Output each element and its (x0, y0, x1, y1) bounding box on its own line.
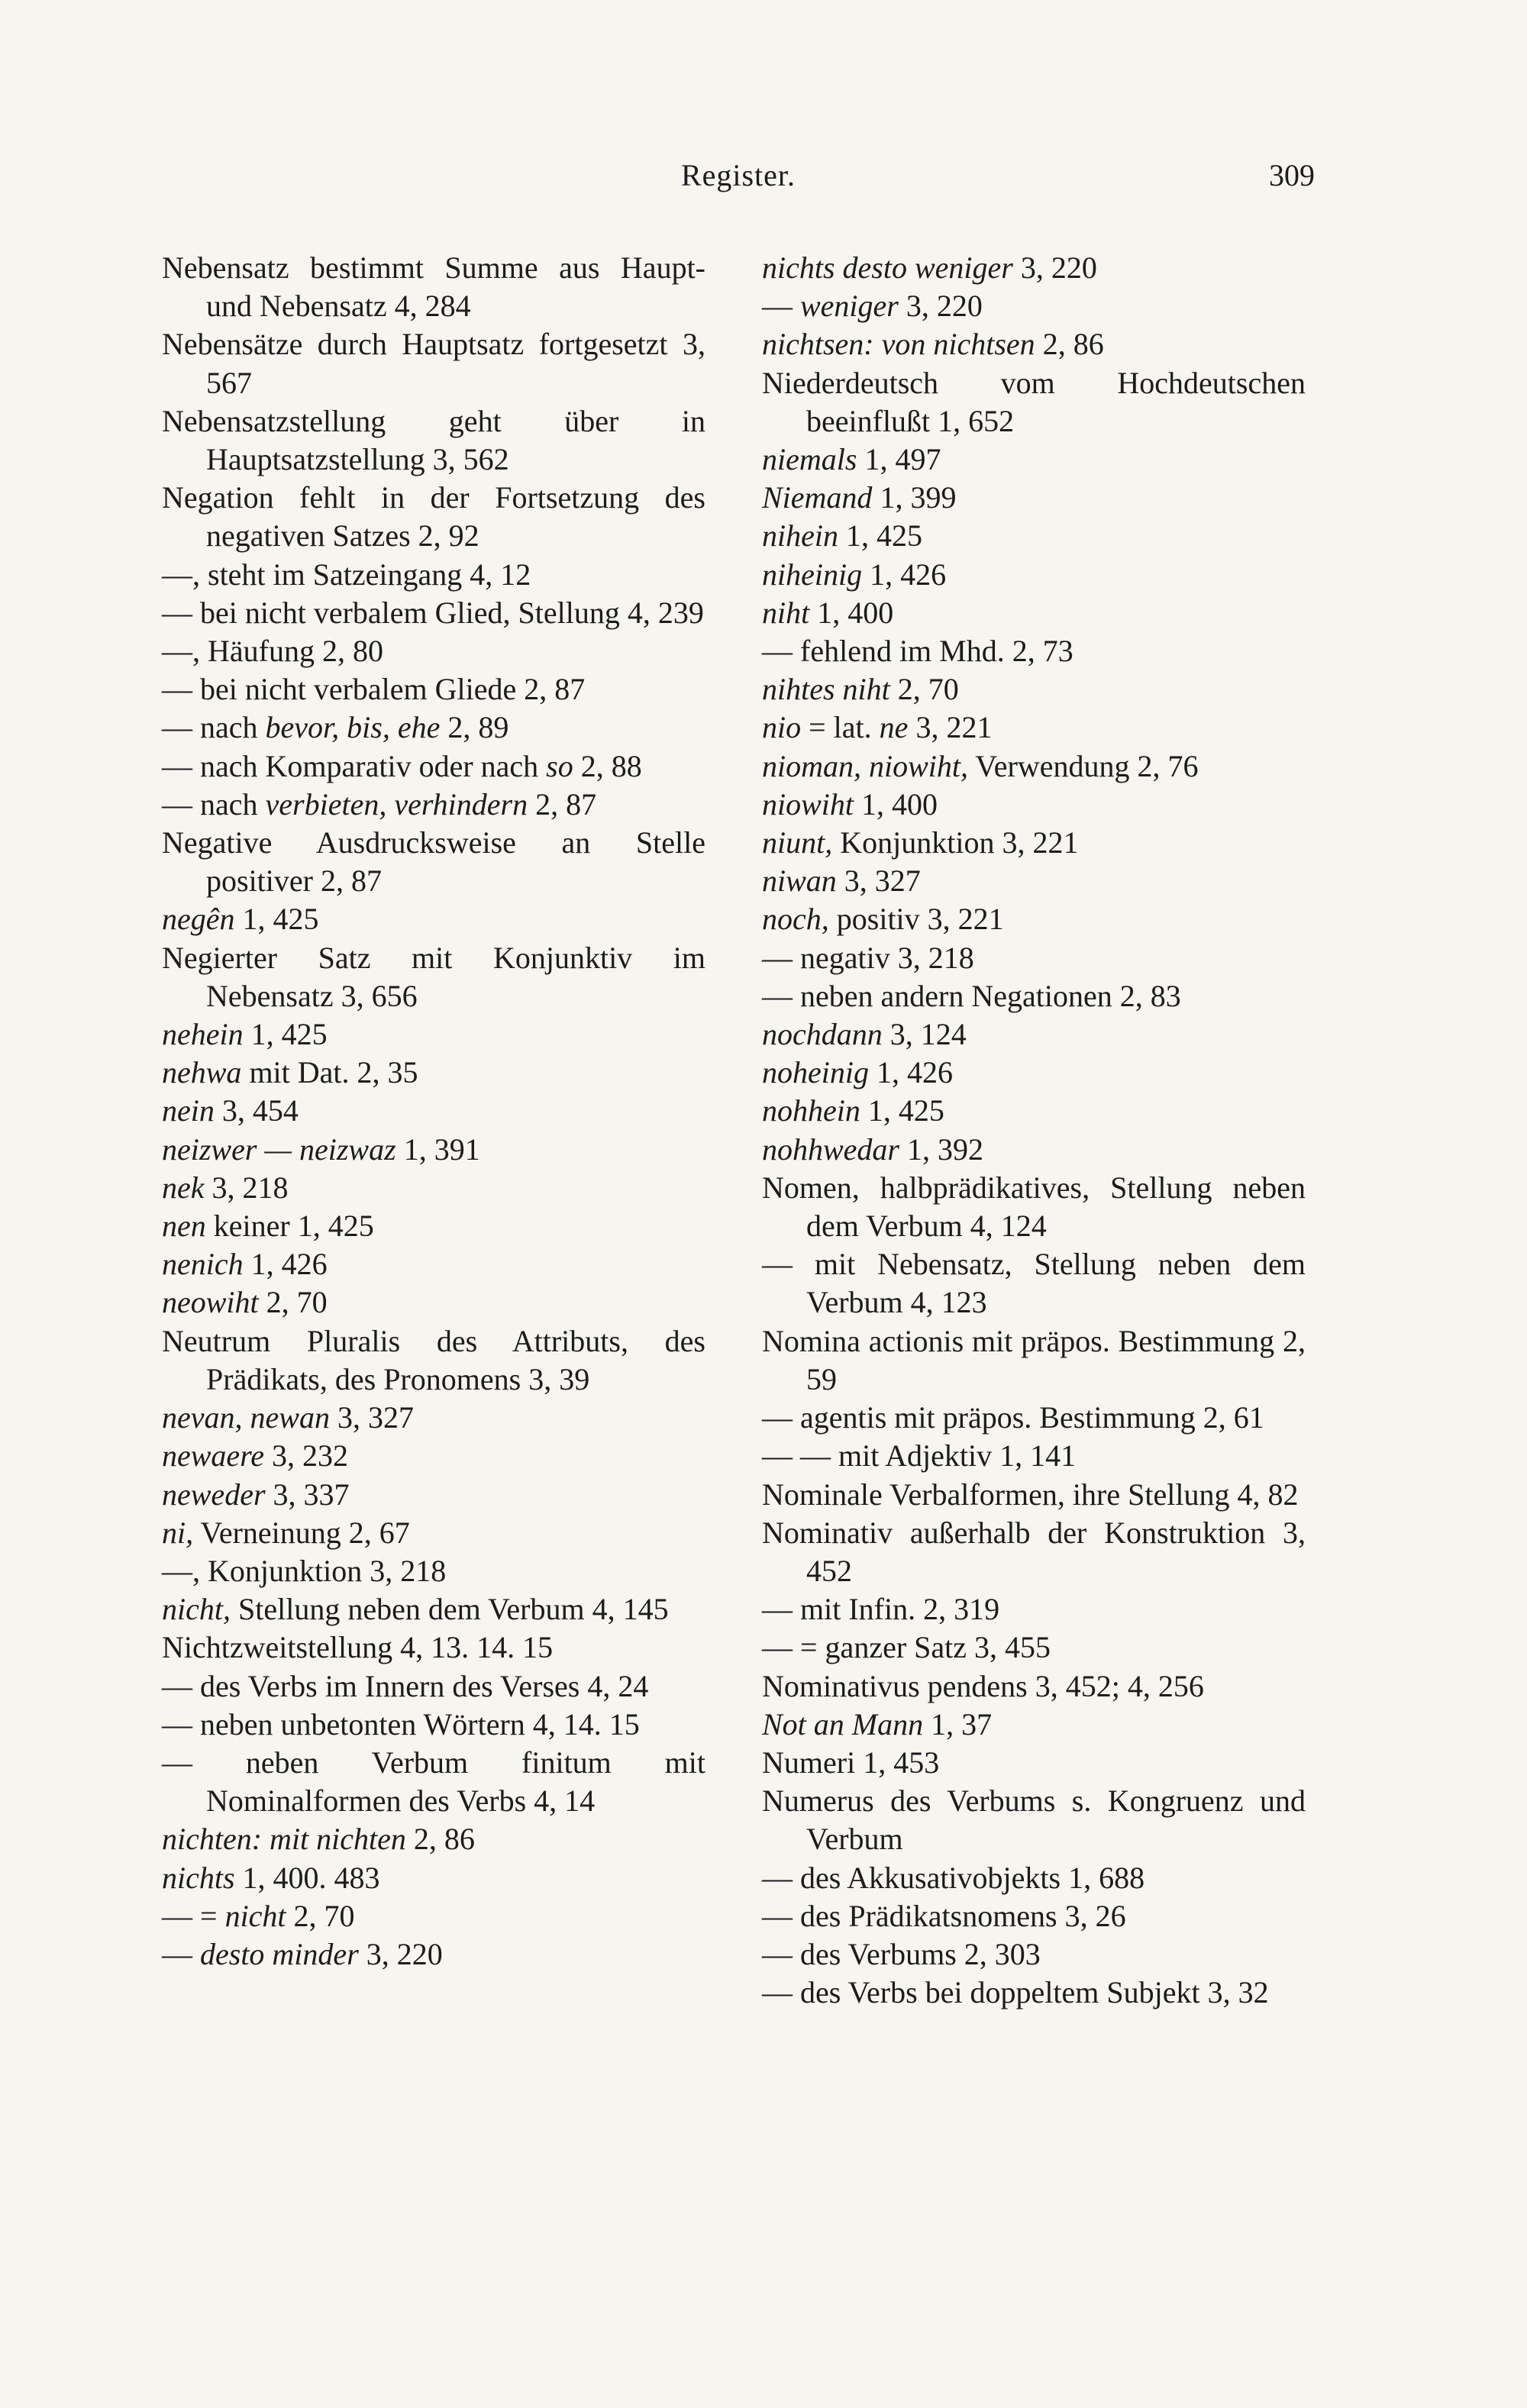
index-entry: — des Verbs bei doppeltem Subjekt 3, 32 (762, 1975, 1269, 2010)
index-entry: noheinig 1, 426 (762, 1055, 953, 1090)
index-entry: — nach bevor, bis, ehe 2, 89 (162, 710, 509, 745)
page-header (162, 157, 1315, 203)
index-entry: nichten: mit nichten 2, 86 (162, 1822, 475, 1857)
index-entry: Nomen, halbprädikatives, Stellung neben dem Verbum 4, 124 (762, 1170, 1306, 1244)
index-entry: nio = lat. ne 3, 221 (762, 710, 993, 745)
index-entry: Not an Mann 1, 37 (762, 1706, 993, 1741)
index-entry: neizwer — neizwaz 1, 391 (162, 1131, 480, 1167)
index-entry: —, steht im Satzeingang 4, 12 (162, 557, 531, 592)
index-entry: nichtsen: von nichtsen 2, 86 (762, 327, 1104, 362)
index-entry: — mit Infin. 2, 319 (762, 1592, 1000, 1627)
index-entry: Nomina actionis mit präpos. Bestimmung 2, 59 (762, 1323, 1306, 1396)
index-entry: — = nicht 2, 70 (162, 1898, 355, 1933)
index-entry: niunt, Konjunktion 3, 221 (762, 825, 1079, 860)
index-entry: ni, Verneinung 2, 67 (162, 1515, 410, 1550)
index-entry: — des Verbums 2, 303 (762, 1936, 1041, 1971)
index-entry: Niederdeutsch vom Hochdeutschen beeinflußt 1, 652 (762, 365, 1306, 438)
index-entry: — = ganzer Satz 3, 455 (762, 1630, 1051, 1665)
index-entry: — neben unbetonten Wörtern 4, 14. 15 (162, 1706, 640, 1741)
index-entry: niowiht 1, 400 (762, 786, 938, 821)
index-entry: — desto minder 3, 220 (162, 1936, 443, 1971)
index-entry: — bei nicht verbalem Glied, Stellung 4, 239 (162, 595, 704, 630)
index-column-left (162, 249, 705, 1974)
index-entry: — des Prädikatsnomens 3, 26 (762, 1898, 1126, 1933)
index-entry: negên 1, 425 (162, 902, 319, 937)
index-entry: —, Konjunktion 3, 218 (162, 1553, 447, 1588)
index-entry: nehein 1, 425 (162, 1017, 328, 1052)
index-entry: newaere 3, 232 (162, 1438, 349, 1474)
index-entry: nichts desto weniger 3, 220 (762, 250, 1097, 285)
index-entry: nioman, niowiht, Verwendung 2, 76 (762, 748, 1199, 783)
index-entry: niheinig 1, 426 (762, 557, 947, 592)
index-entry: —, Häufung 2, 80 (162, 634, 383, 669)
index-entry: nihtes niht 2, 70 (762, 672, 959, 707)
index-entry: nihein 1, 425 (762, 518, 922, 554)
index-entry: — fehlend im Mhd. 2, 73 (762, 634, 1073, 669)
index-entry: Nebensatz bestimmt Summe aus Haupt- und Nebensatz 4, 284 (162, 250, 705, 324)
index-entry: — des Akkusativobjekts 1, 688 (762, 1860, 1145, 1895)
index-entry: Niemand 1, 399 (762, 480, 957, 515)
index-entry: — negativ 3, 218 (762, 940, 974, 975)
index-entry: nehwa mit Dat. 2, 35 (162, 1055, 418, 1090)
index-entry: Negation fehlt in der Fortsetzung des negativen Satzes 2, 92 (162, 480, 705, 554)
index-entry: — neben Verbum finitum mit Nominalformen des Verbs 4, 14 (162, 1745, 705, 1819)
index-entry: Numerus des Verbums s. Kongruenz und Verbum (762, 1783, 1306, 1857)
index-entry: nenich 1, 426 (162, 1247, 328, 1282)
index-entry: neweder 3, 337 (162, 1477, 350, 1512)
index-entry: neowiht 2, 70 (162, 1285, 328, 1320)
index-entry: nochdann 3, 124 (762, 1017, 967, 1052)
index-entry: — bei nicht verbalem Gliede 2, 87 (162, 672, 586, 707)
index-entry: Nichtzweitstellung 4, 13. 14. 15 (162, 1630, 554, 1665)
index-entry: Nominativ außerhalb der Konstruktion 3, 452 (762, 1515, 1306, 1588)
index-entry: nohhein 1, 425 (762, 1093, 944, 1128)
index-entry: Neutrum Pluralis des Attributs, des Prädikats, des Pronomens 3, 39 (162, 1323, 705, 1396)
index-entry: Nominale Verbalformen, ihre Stellung 4, 82 (762, 1477, 1299, 1512)
index-entry: niht 1, 400 (762, 595, 894, 630)
index-entry: niwan 3, 327 (762, 863, 921, 899)
running-title: Register. (680, 158, 796, 192)
index-entry: Nebensätze durch Hauptsatz fortgesetzt 3, 567 (162, 327, 705, 400)
index-entry: nohhwedar 1, 392 (762, 1131, 983, 1167)
index-entry: — neben andern Negationen 2, 83 (762, 978, 1181, 1013)
index-entry: nevan, newan 3, 327 (162, 1400, 414, 1435)
index-entry: — — mit Adjektiv 1, 141 (762, 1438, 1077, 1474)
index-entry: nen keiner 1, 425 (162, 1209, 374, 1244)
page-number: 309 (1269, 158, 1315, 192)
index-entry: — nach verbieten, verhindern 2, 87 (162, 786, 597, 821)
index-entry: — des Verbs im Innern des Verses 4, 24 (162, 1668, 649, 1703)
index-entry: nicht, Stellung neben dem Verbum 4, 145 (162, 1592, 669, 1627)
index-entry: — weniger 3, 220 (762, 289, 983, 324)
index-entry: Nebensatzstellung geht über in Hauptsatzstellung 3, 562 (162, 403, 705, 477)
index-entry: noch, positiv 3, 221 (762, 902, 1004, 937)
index-entry: nein 3, 454 (162, 1093, 299, 1128)
index-entry: niemals 1, 497 (762, 442, 941, 477)
index-column-right (762, 249, 1306, 2012)
index-entry: Nominativus pendens 3, 452; 4, 256 (762, 1668, 1204, 1703)
index-entry: — agentis mit präpos. Bestimmung 2, 61 (762, 1400, 1264, 1435)
index-entry: — nach Komparativ oder nach so 2, 88 (162, 748, 642, 783)
index-entry: nichts 1, 400. 483 (162, 1860, 380, 1895)
index-entry: nek 3, 218 (162, 1170, 289, 1205)
index-entry: Negative Ausdrucksweise an Stelle positiver 2, 87 (162, 825, 705, 899)
index-entry: Numeri 1, 453 (762, 1745, 940, 1780)
index-entry: — mit Nebensatz, Stellung neben dem Verbum 4, 123 (762, 1247, 1306, 1320)
index-entry: Negierter Satz mit Konjunktiv im Nebensatz 3, 656 (162, 940, 705, 1013)
